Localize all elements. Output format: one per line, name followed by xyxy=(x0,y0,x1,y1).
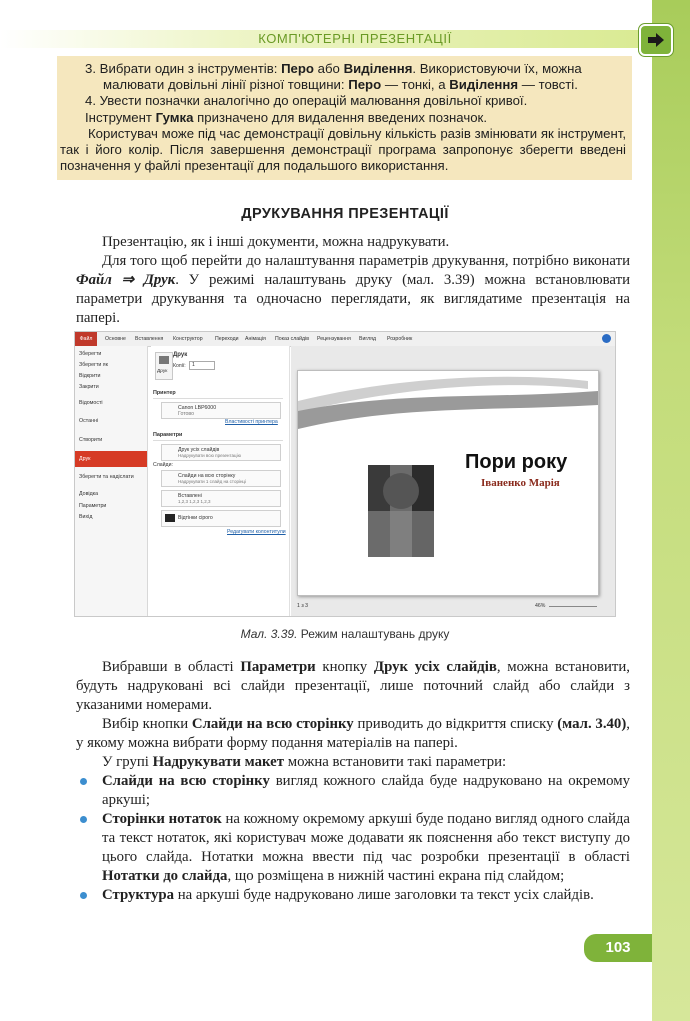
note-item-3: 3. Вибрати один з інструментів: Перо або Виділення. Використовуючи їх, можна малювати довільні лінії різної товщини: Перо — тонкі, а Виділення — товсті. xyxy=(85,61,582,93)
print-all-slides-dropdown[interactable]: Друк усіх слайдів Надрукувати всю презентацію xyxy=(161,444,281,461)
ribbon-tab[interactable]: Вставлення xyxy=(135,336,164,342)
print-settings-screenshot xyxy=(74,331,616,617)
color-dropdown[interactable]: Відтінки сірого xyxy=(161,510,281,527)
ribbon-tab[interactable]: Розробник xyxy=(387,336,413,342)
sidebar-item-info[interactable]: Відомості xyxy=(79,400,103,406)
intro-text xyxy=(76,233,630,328)
printer-properties-link[interactable]: Властивості принтера xyxy=(225,419,278,425)
slides-label: Слайди: xyxy=(153,462,173,468)
body-para-1: Вибравши в області Параметри кнопку Друк усіх слайдів, можна встановити, будуть надруковані всі слайди презентації, лише поточний слайд або слайди з указаними номерами. xyxy=(76,659,631,713)
bullet-item: Слайди на всю сторінку вигляд кожного слайда буде надруковано на окремому аркуші; xyxy=(76,772,630,810)
sidebar-item-exit[interactable]: Вихід xyxy=(79,514,93,520)
slide-preview xyxy=(297,370,599,596)
bullet-item: Сторінки нотаток на кожному окремому аркуші буде подано вигляд одного слайда та текст нотаток, які користувач може додавати як пояснення або текст виступу до цього слайда. Нотатки можна ввести під час розробки презентації в області Нотатки до слайда, що розміщена в нижній частині екрана під слайдом; xyxy=(76,810,630,886)
ribbon-tab[interactable]: Показ слайдів xyxy=(275,336,309,342)
main-text xyxy=(76,658,630,905)
body-para-3: У групі Надрукувати макет можна встановити такі параметри: xyxy=(102,754,507,770)
slide-title: Пори року xyxy=(465,451,568,473)
printer-dropdown[interactable]: Canon LBP6000 Готово xyxy=(161,402,281,419)
sidebar-item-share[interactable]: Зберегти та надіслати xyxy=(79,474,134,480)
backstage-sidebar xyxy=(75,346,148,616)
printer-icon xyxy=(159,356,169,364)
intro-para-1: Презентацію, як і інші документи, можна надрукувати. xyxy=(102,234,450,250)
help-icon[interactable] xyxy=(602,334,611,343)
bullet-dot xyxy=(80,816,87,823)
divider xyxy=(153,440,283,441)
sidebar-item-open[interactable]: Відкрити xyxy=(79,373,101,379)
figure-caption: Мал. 3.39. Режим налаштувань друку xyxy=(240,627,450,641)
right-margin-band xyxy=(652,0,690,1021)
section-title: ДРУКУВАННЯ ПРЕЗЕНТАЦІЇ xyxy=(241,206,449,222)
next-page-button[interactable] xyxy=(639,24,673,56)
copies-input[interactable]: 1 xyxy=(189,361,215,370)
print-heading: Друк xyxy=(173,352,188,358)
page-navigator[interactable]: 1 з 3 xyxy=(297,603,309,609)
print-preview xyxy=(291,346,615,616)
sidebar-item-close[interactable]: Закрити xyxy=(79,384,99,390)
edit-header-footer-link[interactable]: Редагувати колонтитули xyxy=(227,529,286,535)
sidebar-item-save[interactable]: Зберегти xyxy=(79,351,102,357)
sidebar-item-new[interactable]: Створити xyxy=(79,437,103,443)
ribbon-tab[interactable]: Анімація xyxy=(245,336,266,342)
printer-section-label: Принтер xyxy=(153,390,176,396)
note-item-4: 4. Увести позначки аналогічно до операцій малювання довільної кривої. xyxy=(85,93,528,109)
sidebar-item-help[interactable]: Довідка xyxy=(79,491,99,497)
arrow-right-icon xyxy=(647,32,665,48)
note-para: Користувач може під час демонстрації довільну кількість разів змінювати як інструмент, так і його колір. Після завершення демонстрації програма запропонує зберегти введені позначення у файлі презентації для подальшого використання. xyxy=(60,125,626,174)
bullet-item: Структура на аркуші буде надруковано лише заголовки та текст усіх слайдів. xyxy=(76,886,630,905)
divider xyxy=(153,398,283,399)
ribbon-tab[interactable]: Конструктор xyxy=(173,336,203,342)
note-eraser-para: Інструмент Гумка призначено для видалення введених позначок. xyxy=(85,109,487,125)
zoom-slider[interactable] xyxy=(549,606,597,607)
ribbon-tab[interactable]: Основне xyxy=(105,336,126,342)
note-box xyxy=(57,56,632,180)
sidebar-item-save-as[interactable]: Зберегти як xyxy=(79,362,108,368)
preview-statusbar xyxy=(291,600,615,614)
intro-para-2: Для того щоб перейти до налаштування параметрів друкування, потрібно виконати Файл ⇒ Друк. У режимі налаштувань друку (мал. 3.39) можна встановлювати параметри друкування та одночасно переглядати, як виглядатиме презентація на папері. xyxy=(76,253,630,326)
ribbon-tab-file[interactable]: Файл xyxy=(75,332,97,346)
settings-section-label: Параметри xyxy=(153,432,183,438)
ribbon-tab[interactable]: Переходи xyxy=(215,336,239,342)
print-button[interactable]: Друк xyxy=(155,352,173,380)
sidebar-item-recent[interactable]: Останні xyxy=(79,418,99,424)
print-settings-panel xyxy=(151,346,290,616)
page-number: 103 xyxy=(584,934,652,962)
running-header: КОМП'ЮТЕРНІ ПРЕЗЕНТАЦІЇ xyxy=(258,31,452,46)
ribbon-tab[interactable]: Вигляд xyxy=(359,336,376,342)
slide-author: Іваненко Марія xyxy=(481,477,560,489)
bullet-dot xyxy=(80,892,87,899)
grayscale-swatch xyxy=(165,514,175,522)
full-page-slides-dropdown[interactable]: Слайди на всю сторінку Надрукувати 1 слайд на сторінці xyxy=(161,470,281,487)
zoom-level: 46% xyxy=(535,603,546,609)
ribbon-tab[interactable]: Рецензування xyxy=(317,336,351,342)
copies-label: Копії: xyxy=(173,363,186,369)
sidebar-item-print-active[interactable] xyxy=(75,451,147,467)
bullet-dot xyxy=(80,778,87,785)
collated-dropdown[interactable]: Вставлені 1,2,3 1,2,3 1,2,3 xyxy=(161,490,281,507)
ribbon-tabs xyxy=(75,332,615,347)
sidebar-item-print-label: Друк xyxy=(79,456,91,462)
body-para-2: Вибір кнопки Слайди на всю сторінку приводить до відкриття списку (мал. 3.40), у якому можна вибрати форму подання матеріалів на папері. xyxy=(76,716,630,751)
sidebar-item-options[interactable]: Параметри xyxy=(79,503,107,509)
